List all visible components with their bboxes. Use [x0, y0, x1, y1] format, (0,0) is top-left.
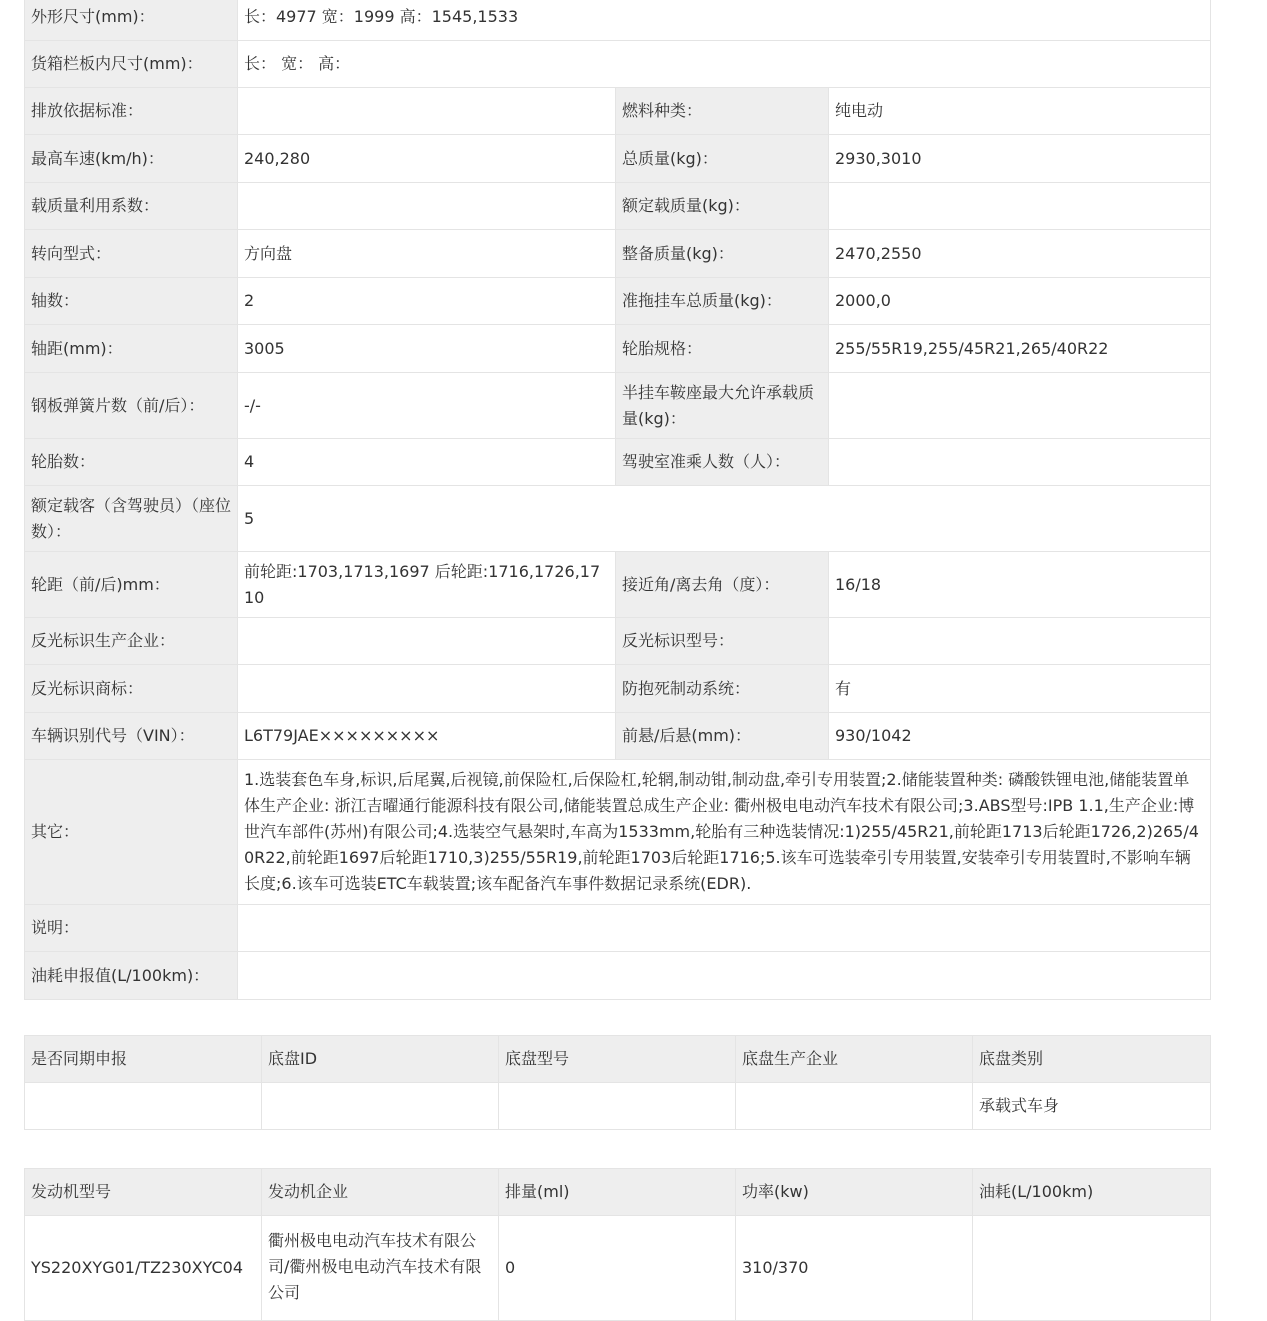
other-label: 其它： — [25, 760, 238, 905]
seats-label: 额定载客（含驾驶员）（座位数）： — [25, 486, 238, 552]
fuel-type-label: 燃料种类： — [616, 88, 829, 135]
max-speed-value: 240,280 — [238, 135, 616, 183]
load-util-label: 载质量利用系数： — [25, 183, 238, 230]
seats-value: 5 — [238, 486, 1211, 552]
note-label: 说明： — [25, 905, 238, 952]
approach-angle-value: 16/18 — [829, 552, 1211, 618]
table-row — [25, 1216, 1211, 1321]
max-speed-label: 最高车速(km/h)： — [25, 135, 238, 183]
trailer-mass-label: 准拖挂车总质量(kg)： — [616, 278, 829, 325]
table-row — [25, 713, 1211, 760]
fuel-type-value: 纯电动 — [829, 88, 1211, 135]
table-row — [25, 88, 1211, 135]
table-row — [25, 486, 1211, 552]
dims-label: 外形尺寸(mm)： — [25, 0, 238, 41]
table-row — [25, 230, 1211, 278]
cargo-dims-label: 货箱栏板内尺寸(mm)： — [25, 41, 238, 88]
column-header: 底盘类别 — [973, 1036, 1211, 1083]
table-row — [25, 760, 1211, 905]
steering-label: 转向型式： — [25, 230, 238, 278]
overhang-label: 前悬/后悬(mm)： — [616, 713, 829, 760]
column-header: 是否同期申报 — [25, 1036, 262, 1083]
leaf-spring-value: -/- — [238, 373, 616, 439]
cargo-dims-value: 长： 宽： 高： — [238, 41, 1211, 88]
table-row — [25, 952, 1211, 1000]
table-header-row — [25, 1169, 1211, 1216]
table-cell: 310/370 — [736, 1216, 973, 1321]
column-header: 发动机企业 — [262, 1169, 499, 1216]
tire-spec-value: 255/55R19,255/45R21,265/40R22 — [829, 325, 1211, 373]
table-row — [25, 618, 1211, 665]
semi-trailer-value — [829, 373, 1211, 439]
leaf-spring-label: 钢板弹簧片数（前/后）： — [25, 373, 238, 439]
table-cell — [262, 1216, 499, 1321]
track-value: 前轮距:1703,1713,1697 后轮距:1716,1726,1710 — [238, 552, 616, 618]
gross-mass-value: 2930,3010 — [829, 135, 1211, 183]
wheelbase-value: 3005 — [238, 325, 616, 373]
table-cell — [262, 1083, 499, 1130]
tire-count-label: 轮胎数： — [25, 439, 238, 486]
semi-trailer-label: 半挂车鞍座最大允许承载质量(kg)： — [616, 373, 829, 439]
table-header-row — [25, 1036, 1211, 1083]
note-value — [238, 905, 1211, 952]
abs-value: 有 — [829, 665, 1211, 713]
reflector-model-label: 反光标识型号： — [616, 618, 829, 665]
table-cell: 承载式车身 — [973, 1083, 1211, 1130]
gross-mass-label: 总质量(kg)： — [616, 135, 829, 183]
reflector-maker-value — [238, 618, 616, 665]
reflector-brand-label: 反光标识商标： — [25, 665, 238, 713]
overhang-value: 930/1042 — [829, 713, 1211, 760]
axles-label: 轴数： — [25, 278, 238, 325]
steering-value: 方向盘 — [238, 230, 616, 278]
tire-count-value: 4 — [238, 439, 616, 486]
engine-table — [24, 1168, 1211, 1321]
vehicle-spec-table — [24, 0, 1211, 1000]
table-cell — [736, 1083, 973, 1130]
fuel-consumption-label: 油耗申报值(L/100km)： — [25, 952, 238, 1000]
trailer-mass-value: 2000,0 — [829, 278, 1211, 325]
wheelbase-label: 轴距(mm)： — [25, 325, 238, 373]
column-header: 排量(ml) — [499, 1169, 736, 1216]
column-header: 功率(kw) — [736, 1169, 973, 1216]
chassis-table — [24, 1035, 1211, 1130]
table-row — [25, 905, 1211, 952]
rated-load-value — [829, 183, 1211, 230]
vin-value: L6T79JAE××××××××× — [238, 713, 616, 760]
track-label: 轮距（前/后)mm： — [25, 552, 238, 618]
table-row — [25, 183, 1211, 230]
cab-seats-label: 驾驶室准乘人数（人）： — [616, 439, 829, 486]
table-row — [25, 278, 1211, 325]
table-row — [25, 325, 1211, 373]
table-cell — [499, 1083, 736, 1130]
column-header: 底盘生产企业 — [736, 1036, 973, 1083]
curb-mass-label: 整备质量(kg)： — [616, 230, 829, 278]
emission-value — [238, 88, 616, 135]
table-cell — [973, 1216, 1211, 1321]
table-cell: 0 — [499, 1216, 736, 1321]
other-value: 1.选装套色车身,标识,后尾翼,后视镜,前保险杠,后保险杠,轮辋,制动钳,制动盘,牵引专用装置;2.储能装置种类: 磷酸铁锂电池,储能装置单体生产企业: 浙江吉曜通行能源科技有限公司,储能装置总成生产企业: 衢州极电电动汽车技术有限公司;3.ABS型号:IPB 1.1,生产企业:博世汽车部件(苏州)有限公司;4.选装空气悬架时,车高为1533mm,轮胎有三种选装情况:1)255/45R21,前轮距1713后轮距1726,2)265/40R22,前轮距1697后轮距1710,3)255/55R19,前轮距1703后轮距1716;5.该车可选装牵引专用装置,安装牵引专用装置时,不影响车辆长度;6.该车可选装ETC车载装置;该车配备汽车事件数据记录系统(EDR). — [238, 760, 1211, 905]
cab-seats-value — [829, 439, 1211, 486]
table-row — [25, 665, 1211, 713]
load-util-value — [238, 183, 616, 230]
table-row — [25, 41, 1211, 88]
reflector-model-value — [829, 618, 1211, 665]
table-row — [25, 135, 1211, 183]
column-header: 底盘ID — [262, 1036, 499, 1083]
table-cell — [25, 1083, 262, 1130]
axles-value: 2 — [238, 278, 616, 325]
table-cell: YS220XYG01/TZ230XYC04 — [25, 1216, 262, 1321]
approach-angle-label: 接近角/离去角（度）： — [616, 552, 829, 618]
abs-label: 防抱死制动系统： — [616, 665, 829, 713]
vin-label: 车辆识别代号（VIN）： — [25, 713, 238, 760]
table-row — [25, 439, 1211, 486]
table-row — [25, 552, 1211, 618]
engine-maker-text: 衢州极电电动汽车技术有限公司/衢州极电电动汽车技术有限公司 — [268, 1231, 482, 1302]
column-header: 油耗(L/100km) — [973, 1169, 1211, 1216]
column-header: 发动机型号 — [25, 1169, 262, 1216]
reflector-brand-value — [238, 665, 616, 713]
column-header: 底盘型号 — [499, 1036, 736, 1083]
curb-mass-value: 2470,2550 — [829, 230, 1211, 278]
tire-spec-label: 轮胎规格： — [616, 325, 829, 373]
dims-value: 长：4977 宽：1999 高：1545,1533 — [238, 0, 1211, 41]
fuel-consumption-value — [238, 952, 1211, 1000]
table-row — [25, 373, 1211, 439]
table-row — [25, 0, 1211, 41]
rated-load-label: 额定载质量(kg)： — [616, 183, 829, 230]
reflector-maker-label: 反光标识生产企业： — [25, 618, 238, 665]
emission-label: 排放依据标准： — [25, 88, 238, 135]
table-row — [25, 1083, 1211, 1130]
